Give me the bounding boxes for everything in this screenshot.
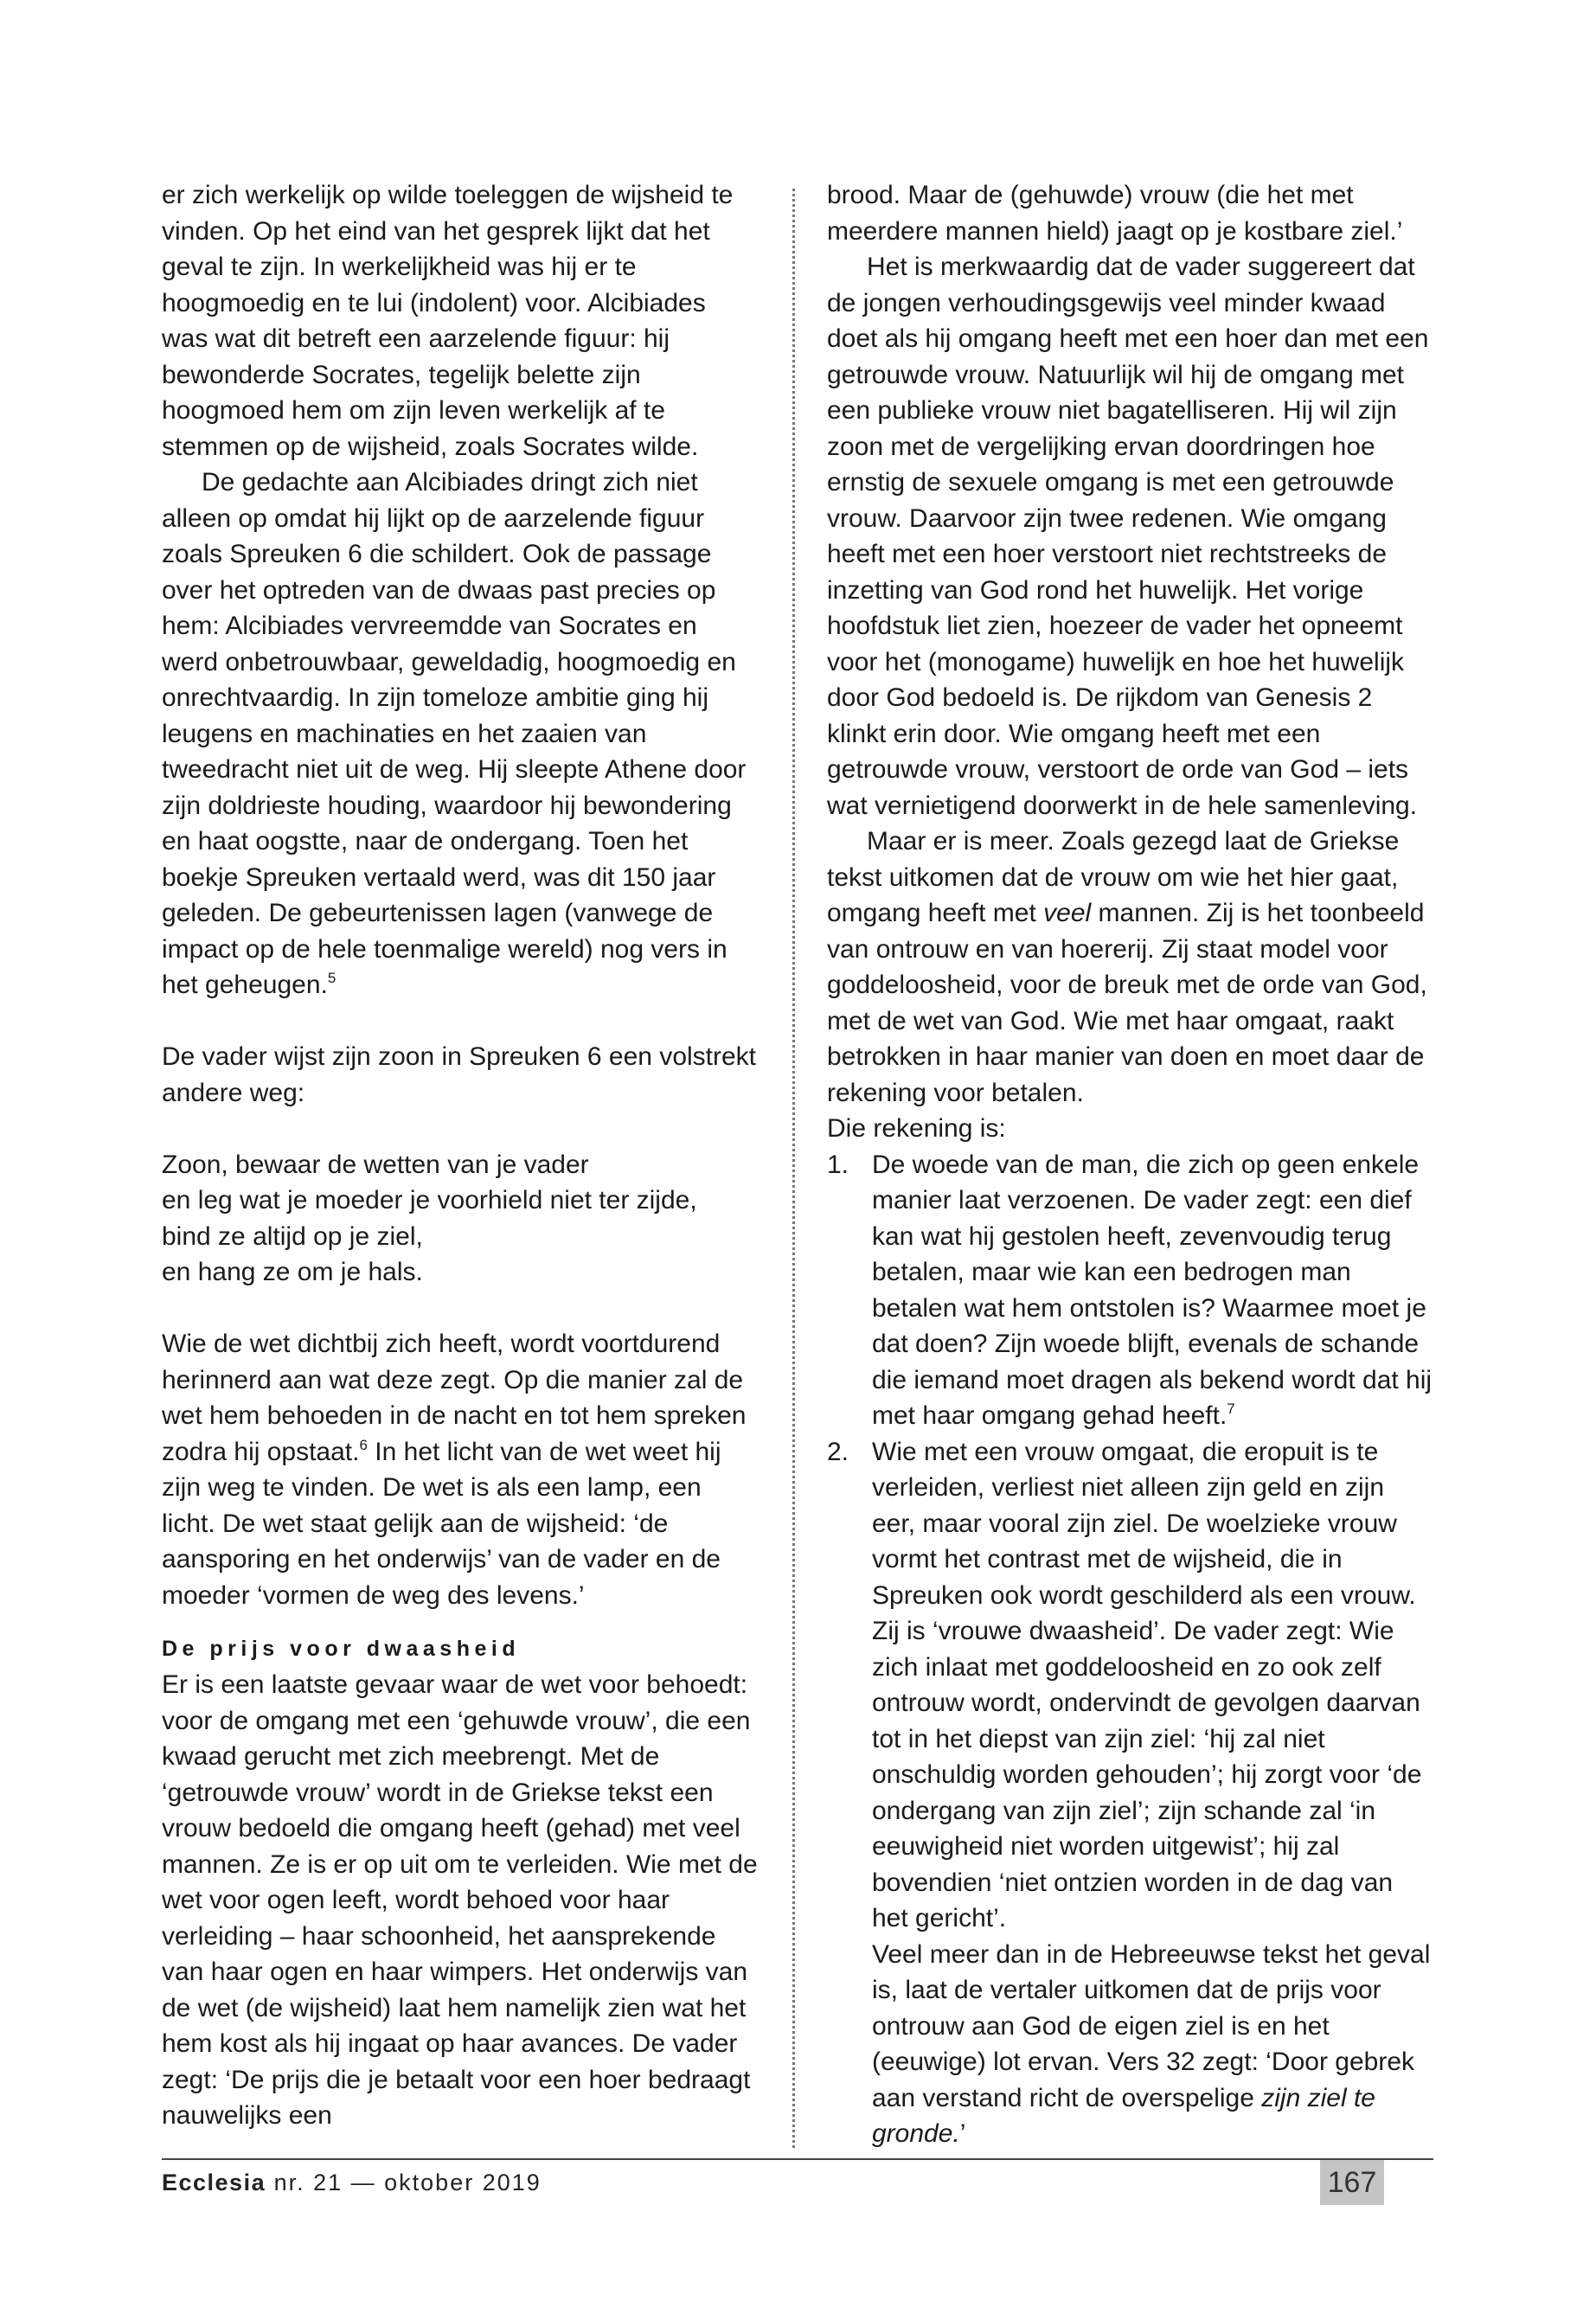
verse-line: Zoon, bewaar de wetten van je vader — [162, 1150, 589, 1179]
magazine-name: Ecclesia — [162, 2170, 266, 2195]
paragraph-text: Wie de wet dichtbij zich heeft, wordt voortdurend herinnerd aan wat deze zegt. Op die manier zal de wet hem behoeden in de nacht en tot hem spreken zodra hij opstaat. — [162, 1330, 747, 1466]
column-divider — [792, 189, 795, 2148]
paragraph-text: In het licht van de wet weet hij zijn weg te vinden. De wet is als een lamp, een licht. De wet staat gelijk aan de wijsheid: ‘de aansporing en het onderwijs’ van de vader en de moeder ‘vormen de weg des levens.’ — [162, 1437, 721, 1610]
paragraph: Er is een laatste gevaar waar de wet voor behoedt: voor de omgang met een ‘gehuwde vrouw’, die een kwaad gerucht met zich meebrengt. Met de ‘getrouwde vrouw’ wordt in de Griekse tekst een vrouw bedoeld die omgang heeft (gehad) met veel mannen. Ze is er op uit om te verleiden. Wie met de wet voor ogen leeft, wordt behoed voor haar verleiding – haar schoonheid, het aansprekende van haar ogen en haar wimpers. Het onderwijs van de wet (de wijsheid) laat hem namelijk zien wat het hem kost als hij ingaat op haar avances. De vader zegt: ‘De prijs die je betaalt voor een hoer bedraagt nauwelijks een — [162, 1670, 758, 2130]
paragraph: brood. Maar de (gehuwde) vrouw (die het met meerdere mannen hield) jaagt op je kostbare ziel.’ — [827, 181, 1403, 246]
paragraph — [162, 465, 759, 1003]
paragraph: er zich werkelijk op wilde toeleggen de wijsheid te vinden. Op het eind van het gesprek lijkt dat het geval te zijn. In werkelijkheid was hij er te hoogmoedig en te lui (indolent) voor. Alcibiades was wat dit betreft een aarzelende figuur: hij bewonderde Socrates, tegelijk belette zijn hoogmoed hem om zijn leven werkelijk af te stemmen op de wijsheid, zoals Socrates wilde. — [162, 181, 734, 461]
list-text: Wie met een vrouw omgaat, die eropuit is te verleiden, verliest niet alleen zijn geld en zijn eer, maar vooral zijn ziel. De woelzieke vrouw vormt het contrast met de wijsheid, die in Spreuken ook wordt geschilderd als een vrouw. Zij is ‘vrouwe dwaasheid’. De vader zegt: Wie zich inlaat met goddeloosheid en zo ook zelf ontrouw wordt, ondervindt de gevolgen daarvan tot in het diepst van zijn ziel: ‘hij zal niet onschuldig worden gehouden’; hij zorgt voor ‘de ondergang van zijn ziel’; zijn schande zal ‘in eeuwigheid niet worden uitgewist’; hij zal bovendien ‘niet ontzien worden in de dag van het gericht’. — [872, 1437, 1422, 1932]
list-number: 1. — [827, 1150, 849, 1179]
verse-line: en leg wat je moeder je voorhield niet ter zijde, — [162, 1186, 697, 1215]
paragraph: Het is merkwaardig dat de vader suggereert dat de jongen verhoudingsgewijs veel minder kwaad doet als hij omgang heeft met een hoer dan met een getrouwde vrouw. Natuurlijk wil hij de omgang met een publieke vrouw niet bagatelliseren. Hij wil zijn zoon met de vergelijking ervan doordringen hoe ernstig de sexuele omgang is met een getrouwde vrouw. Daarvoor zijn twee redenen. Wie omgang heeft met een hoer verstoort niet rechtstreeks de inzetting van God rond het huwelijk. Het vorige hoofdstuk liet zien, hoezeer de vader het opneemt voor het (monogame) huwelijk en hoe het huwelijk door God bedoeld is. De rijkdom van Genesis 2 klinkt erin door. Wie omgang heeft met een getrouwde vrouw, verstoort de orde van God – iets wat vernietigend doorwerkt in de hele samenleving. — [827, 253, 1429, 820]
paragraph-text: ’ — [959, 2119, 966, 2148]
paragraph-text: De gedachte aan Alcibiades dringt zich niet alleen op omdat hij lijkt op de aarzelende figuur zoals Spreuken 6 die schildert. Ook de passage over het optreden van de dwaas past precies op hem: Alcibiades vervreemdde van Socrates en werd onbetrouwbaar, geweldadig, hoogmoedig en onrechtvaardig. In zijn tomeloze ambitie ging hij leugens en machinaties en het zaaien van tweedracht niet uit de weg. Hij sleepte Athene door zijn doldrieste houding, waardoor hij bewondering en haat oogstte, naar de ondergang. Toen het boekje Spreuken vertaald werd, was dit 150 jaar geleden. De gebeurtenissen lagen (vanwege de impact op de hele toenmalige wereld) nog vers in het geheugen. — [162, 468, 747, 999]
right-column — [827, 177, 1433, 2152]
list-text — [872, 1147, 1433, 1434]
paragraph — [827, 824, 1433, 1111]
page-number: 167 — [1320, 2160, 1384, 2205]
paragraph: De vader wijst zijn zoon in Spreuken 6 een volstrekt andere weg: — [162, 1042, 757, 1107]
paragraph-text: Veel meer dan in de Hebreeuwse tekst het geval is, laat de vertaler uitkomen dat de prijs voor ontrouw aan God de eigen ziel is en het (eeuwige) lot ervan. Vers 32 zegt: ‘Door gebrek aan verstand richt de overspelige — [872, 1939, 1431, 2112]
footer-citation — [162, 2170, 542, 2196]
emphasis: zijn ziel te gronde. — [872, 2083, 1375, 2148]
paragraph-text: Maar er is meer. Zoals gezegd laat de Griekse tekst uitkomen dat de vrouw om wie het hier gaat, omgang heeft met — [827, 827, 1400, 927]
quoted-verse — [162, 1147, 759, 1291]
section-heading: De prijs voor dwaasheid — [162, 1637, 521, 1661]
left-column — [162, 177, 759, 2134]
paragraph: Die rekening is: — [827, 1114, 1006, 1143]
emphasis: veel — [1043, 899, 1092, 927]
list-number: 2. — [827, 1437, 849, 1466]
issue-info: nr. 21 — oktober 2019 — [266, 2170, 542, 2195]
verse-line: bind ze altijd op je ziel, — [162, 1221, 423, 1251]
paragraph-text: mannen. Zij is het toonbeeld van ontrouw en van hoererij. Zij staat model voor goddeloosheid, voor de breuk met de orde van God, met de wet van God. Wie met haar omgaat, raakt betrokken in haar manier van doen en moet daar de rekening voor betalen. — [827, 899, 1427, 1107]
footer-rule — [162, 2158, 1433, 2160]
verse-line: en hang ze om je hals. — [162, 1258, 423, 1286]
paragraph — [827, 1937, 1433, 2152]
list-item — [827, 1434, 1433, 1937]
footnote-ref[interactable]: 6 — [359, 1436, 368, 1453]
footnote-ref[interactable]: 5 — [327, 970, 337, 986]
footnote-ref[interactable]: 7 — [1227, 1400, 1235, 1417]
paragraph-text: De woede van de man, die zich op geen enkele manier laat verzoenen. De vader zegt: een dief kan wat hij gestolen heeft, zevenvoudig terug betalen, maar wie kan een bedrogen man betalen wat hem ontstolen is? Waarmee moet je dat doen? Zijn woede blijft, evenals de schande die iemand moet dragen als bekend wordt dat hij met haar omgang gehad heeft. — [872, 1150, 1433, 1430]
list-item — [827, 1147, 1433, 1434]
paragraph — [162, 1326, 759, 1613]
